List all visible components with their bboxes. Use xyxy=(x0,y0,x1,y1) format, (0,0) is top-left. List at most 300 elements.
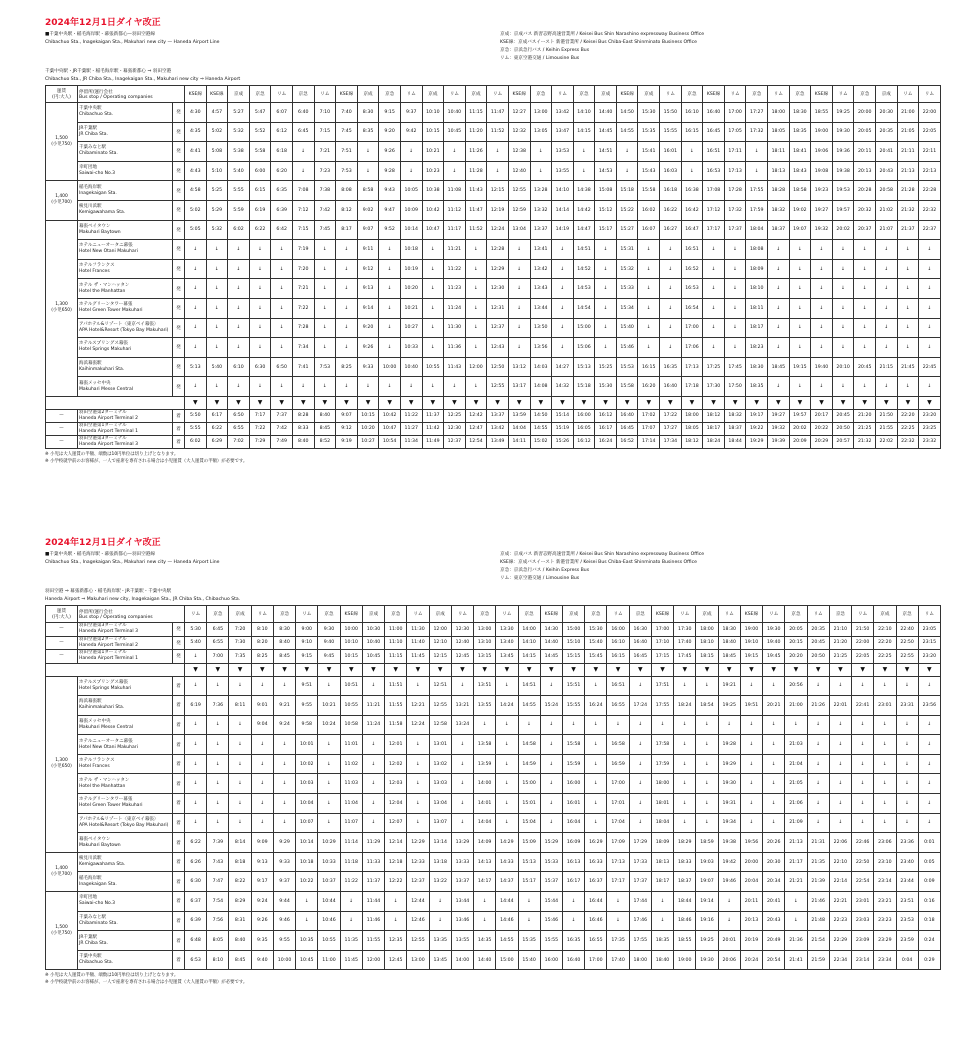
stop-name xyxy=(78,696,173,716)
time-cell: 7:37 xyxy=(271,409,293,422)
time-cell: 17:00 xyxy=(681,318,703,338)
time-cell: 15:55 xyxy=(540,931,562,951)
time-cell: ↓ xyxy=(318,676,340,696)
time-cell: 14:03 xyxy=(530,357,552,377)
table-row xyxy=(46,715,941,735)
time-cell: 10:55 xyxy=(318,931,340,951)
time-cell: ↓ xyxy=(271,318,293,338)
time-cell: 9:28 xyxy=(379,161,401,181)
time-cell: ↓ xyxy=(918,754,940,774)
time-cell: 12:00 xyxy=(362,950,384,970)
time-cell: 13:18 xyxy=(429,852,451,872)
time-cell: 14:40 xyxy=(595,103,617,123)
time-cell: 9:04 xyxy=(251,715,273,735)
time-cell: 19:07 xyxy=(789,220,811,240)
time-cell: ↓ xyxy=(562,911,584,931)
time-cell: 19:02 xyxy=(789,200,811,220)
operator-cell: リム xyxy=(496,606,518,623)
time-cell: ↓ xyxy=(854,377,876,397)
time-cell: 14:53 xyxy=(595,161,617,181)
stop-name-jp: JR千葉駅 xyxy=(79,125,97,131)
time-cell: 11:30 xyxy=(407,623,429,637)
time-cell: 11:37 xyxy=(422,409,444,422)
time-cell: 10:18 xyxy=(296,852,318,872)
time-cell: 15:44 xyxy=(540,892,562,912)
time-cell: ↓ xyxy=(854,338,876,358)
time-cell: ↓ xyxy=(540,715,562,735)
time-cell: 20:58 xyxy=(876,181,898,201)
time-cell: 5:40 xyxy=(185,636,207,650)
direction-mark: 発 xyxy=(173,161,185,181)
time-cell: 22:13 xyxy=(919,161,941,181)
operator-cell: 京成 xyxy=(595,86,617,103)
time-cell: 22:20 xyxy=(874,636,896,650)
time-cell: 5:38 xyxy=(228,142,250,162)
time-cell: 11:30 xyxy=(444,318,466,338)
time-cell: ↓ xyxy=(273,794,295,814)
time-cell: ↓ xyxy=(379,279,401,299)
time-cell: 7:53 xyxy=(314,357,336,377)
time-cell: ↓ xyxy=(540,774,562,794)
time-cell: 10:14 xyxy=(296,833,318,853)
direction-mark: 着 xyxy=(173,409,185,422)
time-cell: ↓ xyxy=(314,240,336,260)
time-cell: 19:00 xyxy=(674,950,696,970)
operator-cell: 京成 xyxy=(876,86,898,103)
time-cell: 16:10 xyxy=(681,103,703,123)
time-cell: 17:27 xyxy=(746,103,768,123)
operator-cell: リム xyxy=(919,86,941,103)
time-cell: 21:55 xyxy=(876,422,898,435)
time-cell: 21:13 xyxy=(897,161,919,181)
time-cell: ↓ xyxy=(789,318,811,338)
time-cell: 13:05 xyxy=(530,122,552,142)
time-cell: 7:45 xyxy=(314,220,336,240)
time-cell: 10:44 xyxy=(318,892,340,912)
operator-cell: 京急 xyxy=(530,86,552,103)
time-cell: ↓ xyxy=(629,754,651,774)
stop-name-jp: 稲毛海岸駅 xyxy=(79,184,102,190)
time-cell: 15:55 xyxy=(660,122,682,142)
stop-name-en: Haneda Airport Terminal 1 xyxy=(79,428,138,434)
time-cell: 8:17 xyxy=(336,220,358,240)
stop-name-jp: ホテルフランクス xyxy=(79,263,115,269)
time-cell: 9:12 xyxy=(357,259,379,279)
time-cell: 21:02 xyxy=(876,200,898,220)
time-cell: 15:24 xyxy=(540,696,562,716)
time-cell: 17:34 xyxy=(660,435,682,448)
time-cell: 8:31 xyxy=(229,911,251,931)
time-cell: ↓ xyxy=(251,813,273,833)
time-cell: ↓ xyxy=(451,774,473,794)
time-cell: 16:15 xyxy=(638,357,660,377)
time-cell: ↓ xyxy=(206,377,228,397)
direction-mark: 発 xyxy=(173,338,185,358)
time-cell: ↓ xyxy=(696,774,718,794)
time-cell: 5:59 xyxy=(228,200,250,220)
time-cell: 14:55 xyxy=(496,931,518,951)
time-cell: 8:58 xyxy=(357,181,379,201)
time-cell: 10:00 xyxy=(340,623,362,637)
time-cell: 10:02 xyxy=(296,754,318,774)
direction-mark: 着 xyxy=(173,931,185,951)
time-cell: 11:20 xyxy=(465,122,487,142)
time-cell: 20:34 xyxy=(763,872,785,892)
operator-keikyu: 京急：京浜急行バス / Keihin Express Bus xyxy=(500,48,590,53)
time-cell: 14:42 xyxy=(573,200,595,220)
stop-name-en: Haneda Airport Terminal 3 xyxy=(79,441,138,447)
time-cell: ↓ xyxy=(207,676,229,696)
time-cell: 15:00 xyxy=(496,950,518,970)
operator-cell: 京急 xyxy=(207,606,229,623)
time-cell: 23:36 xyxy=(896,833,918,853)
time-cell: 23:14 xyxy=(852,950,874,970)
direction-mark: 発 xyxy=(173,103,185,123)
direction-mark: 発 xyxy=(173,298,185,318)
time-cell: 13:59 xyxy=(508,409,530,422)
table-row xyxy=(46,650,941,664)
time-cell: 16:55 xyxy=(607,696,629,716)
stop-name-en: Chibaminato Sta. xyxy=(79,151,118,157)
time-cell: 9:14 xyxy=(357,298,379,318)
time-cell: 8:22 xyxy=(229,872,251,892)
time-cell: 14:46 xyxy=(496,911,518,931)
time-cell: 7:51 xyxy=(336,142,358,162)
table-row xyxy=(46,676,941,696)
time-cell: ↓ xyxy=(185,794,207,814)
arrow-cell: ▼ xyxy=(379,396,401,409)
fare-child: (小児650) xyxy=(51,308,72,314)
time-cell: 12:01 xyxy=(385,735,407,755)
arrow-cell: ▼ xyxy=(724,396,746,409)
time-cell: ↓ xyxy=(681,142,703,162)
stop-name-en: Hotel New Otani Makuhari xyxy=(79,249,138,255)
time-cell: ↓ xyxy=(585,774,607,794)
time-cell: 13:50 xyxy=(530,318,552,338)
stop-name xyxy=(78,103,173,123)
time-cell: 11:22 xyxy=(400,409,422,422)
time-cell: 22:32 xyxy=(919,200,941,220)
time-cell: 22:20 xyxy=(897,409,919,422)
time-cell: ↓ xyxy=(552,240,574,260)
time-cell: 16:17 xyxy=(562,872,584,892)
table-row xyxy=(46,409,941,422)
time-cell: 16:02 xyxy=(638,200,660,220)
time-cell: ↓ xyxy=(852,774,874,794)
time-cell: ↓ xyxy=(407,676,429,696)
table-row xyxy=(46,259,941,279)
time-cell: 15:26 xyxy=(552,435,574,448)
time-cell: 9:02 xyxy=(357,200,379,220)
arrow-spacer xyxy=(46,663,185,676)
time-cell: 9:40 xyxy=(318,636,340,650)
time-cell: 23:51 xyxy=(896,892,918,912)
time-cell: 20:50 xyxy=(832,422,854,435)
stop-name xyxy=(78,911,173,931)
time-cell: 16:15 xyxy=(607,650,629,664)
time-cell: 11:10 xyxy=(385,636,407,650)
time-cell: ↓ xyxy=(595,240,617,260)
time-cell: 19:21 xyxy=(718,676,740,696)
time-cell: 11:21 xyxy=(444,240,466,260)
time-cell: ↓ xyxy=(400,142,422,162)
time-cell: 6:42 xyxy=(271,220,293,240)
time-cell: 23:01 xyxy=(852,892,874,912)
time-cell: 10:04 xyxy=(296,794,318,814)
time-cell: ↓ xyxy=(768,279,790,299)
arrow-cell: ▼ xyxy=(629,663,651,676)
operator-cell: 京急 xyxy=(292,86,314,103)
time-cell: ↓ xyxy=(629,794,651,814)
time-cell: 9:24 xyxy=(273,715,295,735)
operator-cell: 京成 xyxy=(696,606,718,623)
time-cell: 7:10 xyxy=(314,103,336,123)
time-cell: ↓ xyxy=(919,318,941,338)
stop-name xyxy=(78,872,173,892)
time-cell: 10:09 xyxy=(400,200,422,220)
time-cell: 14:19 xyxy=(552,220,574,240)
time-cell: ↓ xyxy=(789,298,811,318)
time-cell: 15:30 xyxy=(585,623,607,637)
time-cell: ↓ xyxy=(422,377,444,397)
time-cell: 14:27 xyxy=(552,357,574,377)
time-cell: 18:24 xyxy=(703,435,725,448)
time-cell: ↓ xyxy=(674,754,696,774)
time-cell: ↓ xyxy=(651,715,673,735)
time-cell: 13:01 xyxy=(429,735,451,755)
time-cell: 23:23 xyxy=(874,911,896,931)
time-cell: 12:45 xyxy=(385,950,407,970)
time-cell: 10:19 xyxy=(400,259,422,279)
stop-name-jp: 羽田空港第1ターミナル xyxy=(79,650,127,656)
stop-name-en: APA Hotel&Resort (Tokyo Bay Makuhari) xyxy=(79,822,169,828)
time-cell: ↓ xyxy=(573,142,595,162)
timetable-inbound xyxy=(45,538,940,986)
operator-cell: リム xyxy=(407,606,429,623)
time-cell: 4:43 xyxy=(185,161,207,181)
stop-header-jp: 停留所/運行会社 xyxy=(79,609,113,615)
time-cell: 6:55 xyxy=(207,636,229,650)
time-cell: 21:00 xyxy=(785,696,807,716)
time-cell: 17:05 xyxy=(724,122,746,142)
time-cell: ↓ xyxy=(314,298,336,318)
time-cell: 16:35 xyxy=(562,931,584,951)
direction-mark: 発 xyxy=(173,122,185,142)
time-cell: 23:20 xyxy=(918,650,940,664)
operator-cell: 京成 xyxy=(228,86,250,103)
time-cell: ↓ xyxy=(206,279,228,299)
time-cell: ↓ xyxy=(674,774,696,794)
time-cell: ↓ xyxy=(660,279,682,299)
direction-mark: 発 xyxy=(173,142,185,162)
time-cell: 18:35 xyxy=(651,931,673,951)
table-row xyxy=(46,735,941,755)
time-cell: 11:21 xyxy=(362,696,384,716)
time-cell: 18:30 xyxy=(789,103,811,123)
time-cell: 13:43 xyxy=(530,279,552,299)
time-cell: ↓ xyxy=(638,240,660,260)
time-cell: 10:42 xyxy=(422,200,444,220)
time-cell: ↓ xyxy=(251,735,273,755)
time-cell: 4:41 xyxy=(185,142,207,162)
time-cell: ↓ xyxy=(336,240,358,260)
operator-cell: KSE線 xyxy=(616,86,638,103)
direction-mark: 着 xyxy=(173,950,185,970)
time-cell: 22:28 xyxy=(919,181,941,201)
time-cell: ↓ xyxy=(897,318,919,338)
time-cell: ↓ xyxy=(832,318,854,338)
stop-name-en: APA Hotel&Resort (Tokyo Bay Makuhari) xyxy=(79,327,169,333)
stop-name-en: Chibachuo Sta. xyxy=(79,960,114,966)
time-cell: ↓ xyxy=(185,715,207,735)
time-cell: ↓ xyxy=(918,735,940,755)
time-cell: ↓ xyxy=(422,318,444,338)
time-cell: ↓ xyxy=(271,240,293,260)
time-cell: 16:47 xyxy=(681,220,703,240)
table-row xyxy=(46,161,941,181)
time-cell: 20:35 xyxy=(807,623,829,637)
table-row xyxy=(46,142,941,162)
time-cell: ↓ xyxy=(807,754,829,774)
time-cell: ↓ xyxy=(660,240,682,260)
time-cell: ↓ xyxy=(207,813,229,833)
time-cell: ↓ xyxy=(919,298,941,318)
time-cell: 15:14 xyxy=(552,409,574,422)
time-cell: 5:55 xyxy=(228,181,250,201)
operator-cell: 京急 xyxy=(785,606,807,623)
time-cell: 15:06 xyxy=(573,338,595,358)
time-cell: 9:13 xyxy=(357,279,379,299)
time-cell: 9:24 xyxy=(251,892,273,912)
arrow-cell: ▼ xyxy=(674,663,696,676)
time-cell: 14:45 xyxy=(595,122,617,142)
notes xyxy=(45,451,940,465)
stop-name xyxy=(78,220,173,240)
time-cell: ↓ xyxy=(768,259,790,279)
time-cell: 14:51 xyxy=(518,676,540,696)
time-cell: 16:51 xyxy=(681,240,703,260)
time-cell: 22:00 xyxy=(919,103,941,123)
time-cell: 17:09 xyxy=(607,833,629,853)
time-cell: ↓ xyxy=(451,794,473,814)
time-cell: 8:20 xyxy=(251,636,273,650)
time-cell: 15:40 xyxy=(518,950,540,970)
time-cell: 6:10 xyxy=(228,357,250,377)
time-cell: ↓ xyxy=(811,298,833,318)
time-cell: 17:55 xyxy=(629,931,651,951)
time-cell: 17:51 xyxy=(651,676,673,696)
time-cell: 13:24 xyxy=(451,715,473,735)
time-cell: 23:31 xyxy=(896,696,918,716)
time-cell: 17:00 xyxy=(651,623,673,637)
table-row xyxy=(46,931,941,951)
time-cell: ↓ xyxy=(854,259,876,279)
operator-cell: 京急 xyxy=(249,86,271,103)
time-cell: ↓ xyxy=(271,298,293,318)
table-row xyxy=(46,181,941,201)
time-cell: 6:07 xyxy=(271,103,293,123)
time-cell: 12:40 xyxy=(508,161,530,181)
time-cell: 17:27 xyxy=(660,422,682,435)
time-cell: 16:40 xyxy=(616,409,638,422)
operator-cell: KSE線 xyxy=(185,86,207,103)
stop-name xyxy=(78,735,173,755)
time-cell: 16:38 xyxy=(681,181,703,201)
time-cell: ↓ xyxy=(651,892,673,912)
time-cell: 16:27 xyxy=(660,220,682,240)
time-cell: ↓ xyxy=(829,676,851,696)
time-cell: 13:22 xyxy=(429,872,451,892)
time-cell: 20:37 xyxy=(854,220,876,240)
time-cell: 21:48 xyxy=(807,911,829,931)
direction-mark: 着 xyxy=(173,892,185,912)
time-cell: ↓ xyxy=(876,298,898,318)
time-cell: 20:15 xyxy=(785,636,807,650)
time-cell: 12:55 xyxy=(508,181,530,201)
time-cell: ↓ xyxy=(229,774,251,794)
time-cell: ↓ xyxy=(703,259,725,279)
time-cell: ↓ xyxy=(585,676,607,696)
timetable-grid xyxy=(45,85,941,449)
table-row xyxy=(46,813,941,833)
stop-name-jp: 千葉みなと駅 xyxy=(79,914,106,920)
time-cell: ↓ xyxy=(379,259,401,279)
time-cell: 12:32 xyxy=(508,122,530,142)
time-cell: 12:02 xyxy=(385,754,407,774)
time-cell: ↓ xyxy=(207,794,229,814)
time-cell: 21:32 xyxy=(854,435,876,448)
time-cell: 18:00 xyxy=(629,950,651,970)
time-cell: ↓ xyxy=(400,161,422,181)
operator-cell: KSE線 xyxy=(206,86,228,103)
time-cell: ↓ xyxy=(595,318,617,338)
time-cell: 17:08 xyxy=(703,181,725,201)
time-cell: 11:47 xyxy=(487,103,509,123)
time-cell: 18:46 xyxy=(674,911,696,931)
time-cell: ↓ xyxy=(789,259,811,279)
time-cell: 22:55 xyxy=(896,650,918,664)
time-cell: 6:20 xyxy=(271,161,293,181)
time-cell: 17:37 xyxy=(724,220,746,240)
time-cell: 13:44 xyxy=(451,892,473,912)
time-cell: 20:30 xyxy=(876,103,898,123)
time-cell: 21:28 xyxy=(897,181,919,201)
time-cell: 9:47 xyxy=(379,200,401,220)
time-cell: ↓ xyxy=(852,813,874,833)
time-cell: 22:21 xyxy=(829,892,851,912)
time-cell: 20:11 xyxy=(854,142,876,162)
time-cell: ↓ xyxy=(318,813,340,833)
time-cell: 6:39 xyxy=(185,911,207,931)
time-cell: 10:54 xyxy=(379,435,401,448)
time-cell: ↓ xyxy=(852,735,874,755)
time-cell: 5:52 xyxy=(249,122,271,142)
time-cell: 17:11 xyxy=(724,142,746,162)
time-cell: 8:08 xyxy=(336,181,358,201)
time-cell: ↓ xyxy=(876,318,898,338)
time-cell: 19:57 xyxy=(832,200,854,220)
time-cell: 15:37 xyxy=(540,872,562,892)
time-cell: ↓ xyxy=(336,338,358,358)
time-cell: ↓ xyxy=(874,676,896,696)
time-cell: ↓ xyxy=(407,813,429,833)
time-cell: 12:37 xyxy=(487,318,509,338)
time-cell: 12:30 xyxy=(487,279,509,299)
time-cell: 23:06 xyxy=(874,833,896,853)
operator-cell: 京成 xyxy=(362,606,384,623)
time-cell: 11:15 xyxy=(385,650,407,664)
time-cell: 19:08 xyxy=(811,161,833,181)
